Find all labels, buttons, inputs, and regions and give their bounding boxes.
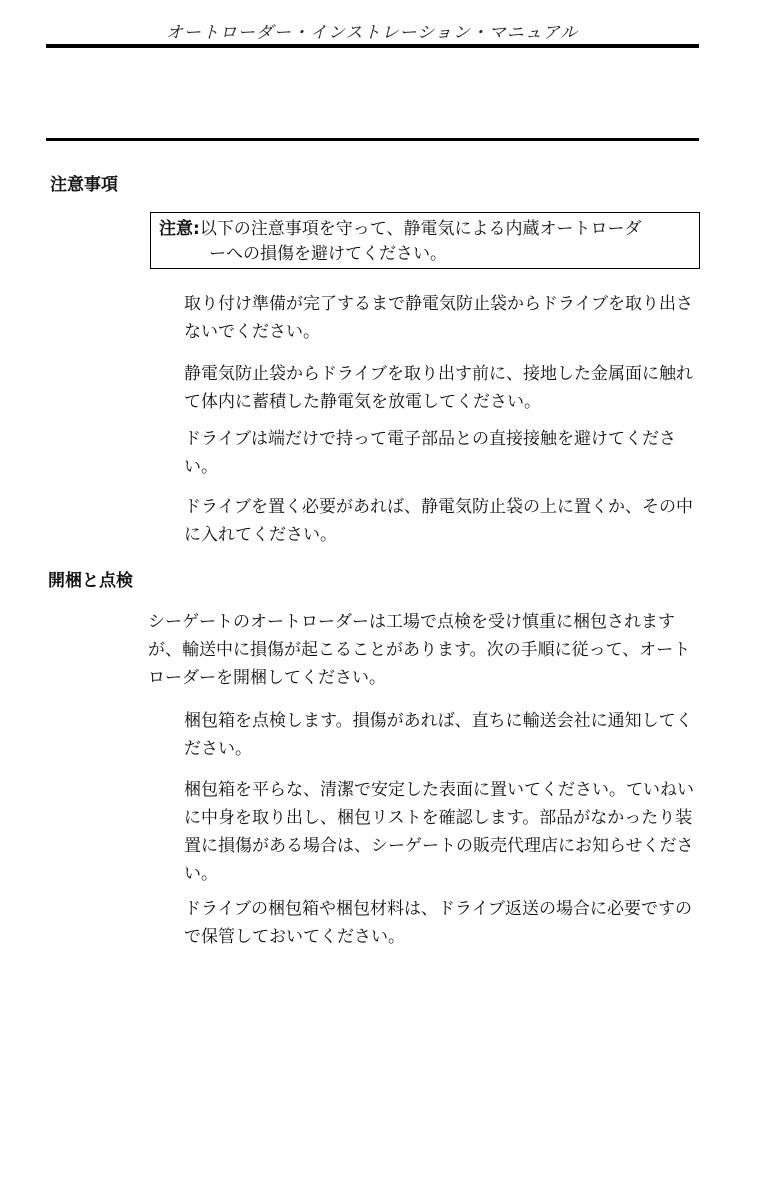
caution-item: ドライブは端だけで持って電子部品との直接接触を避けてください。 [184,429,676,477]
unpack-item: ドライブの梱包箱や梱包材料は、ドライブ返送の場合に必要ですので保管しておいてください。 [184,899,692,947]
caution-box [150,212,700,269]
running-header: オートローダー・インストレーション・マニュアル [165,23,579,43]
caution-section-heading: 注意事項 [50,175,118,195]
unpack-section-heading: 開梱と点検 [48,571,133,591]
unpack-intro: シーゲートのオートローダーは工場で点検を受け慎重に梱包されますが、輸送中に損傷が起こることがあります。次の手順に従って、オートローダーを開梱してください。 [148,612,691,688]
caution-text-line1: 以下の注意事項を守って、静電気による内蔵オートローダ [199,219,642,239]
caution-text-line2: ーへの損傷を避けてください。 [209,244,447,264]
section-rule [46,138,699,141]
caution-label: 注意: [159,219,200,239]
unpack-item: 梱包箱を点検します。損傷があれば、直ちに輸送会社に通知してください。 [184,711,693,759]
caution-item: 静電気防止袋からドライブを取り出す前に、接地した金属面に触れて体内に蓄積した静電気を放電してください。 [184,364,693,412]
unpack-item: 梱包箱を平らな、清潔で安定した表面に置いてください。ていねいに中身を取り出し、梱包リストを確認します。部品がなかったり装置に損傷がある場合は、シーゲートの販売代理店にお知らせください。 [184,780,694,884]
caution-item: ドライブを置く必要があれば、静電気防止袋の上に置くか、その中に入れてください。 [184,497,693,545]
caution-item: 取り付け準備が完了するまで静電気防止袋からドライブを取り出さないでください。 [184,294,693,342]
header-rule [46,44,699,48]
